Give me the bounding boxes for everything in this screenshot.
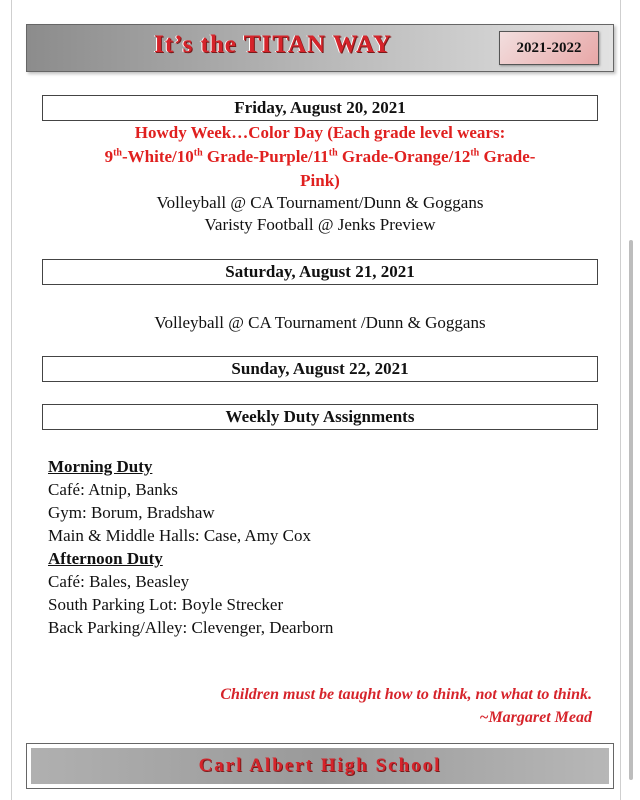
quote-text: Children must be taught how to think, not what to think. [220, 686, 592, 703]
saturday-event-volleyball: Volleyball @ CA Tournament /Dunn & Goggans [154, 313, 486, 332]
saturday-date: Saturday, August 21, 2021 [225, 262, 415, 281]
school-year-badge: 2021-2022 [499, 31, 599, 65]
sunday-date: Sunday, August 22, 2021 [231, 359, 409, 378]
quote-author: ~Margaret Mead [479, 709, 592, 726]
footer-banner [26, 743, 614, 789]
duty-title: Weekly Duty Assignments [225, 407, 415, 426]
friday-date-box [42, 95, 598, 121]
grade-colors-end: Pink) [300, 171, 340, 190]
friday-event-volleyball: Volleyball @ CA Tournament/Dunn & Goggans [156, 193, 484, 212]
duty-title-box [42, 404, 598, 430]
grade-colors-line [30, 145, 610, 169]
grade-10: 10th Grade-Purple/ [176, 147, 313, 166]
scrollbar[interactable] [629, 240, 633, 780]
duty-list [48, 455, 568, 639]
afternoon-duty-cafe: Café: Bales, Beasley [48, 572, 190, 591]
morning-duty-halls: Main & Middle Halls: Case, Amy Cox [48, 526, 312, 545]
sunday-date-box [42, 356, 598, 382]
afternoon-duty-south-lot: South Parking Lot: Boyle Strecker [48, 595, 284, 614]
grade-11: 11th Grade-Orange/ [312, 147, 454, 166]
morning-duty-gym: Gym: Borum, Bradshaw [48, 503, 215, 522]
saturday-date-box [42, 259, 598, 285]
howdy-week-line: Howdy Week…Color Day (Each grade level wears: [134, 123, 506, 142]
school-name: Carl Albert High School [31, 748, 609, 784]
afternoon-duty-heading: Afternoon Duty [48, 549, 163, 568]
header-title: It’s the TITAN WAY [154, 31, 392, 58]
morning-duty-heading: Morning Duty [48, 457, 153, 476]
morning-duty-cafe: Café: Atnip, Banks [48, 480, 178, 499]
grade-12: 12th Grade- [453, 147, 536, 166]
friday-date: Friday, August 20, 2021 [234, 98, 406, 117]
grade-9: 9th-White/ [104, 147, 177, 166]
friday-event-football: Varisty Football @ Jenks Preview [204, 215, 436, 234]
afternoon-duty-back-lot: Back Parking/Alley: Clevenger, Dearborn [48, 618, 334, 637]
header-banner [26, 24, 614, 72]
